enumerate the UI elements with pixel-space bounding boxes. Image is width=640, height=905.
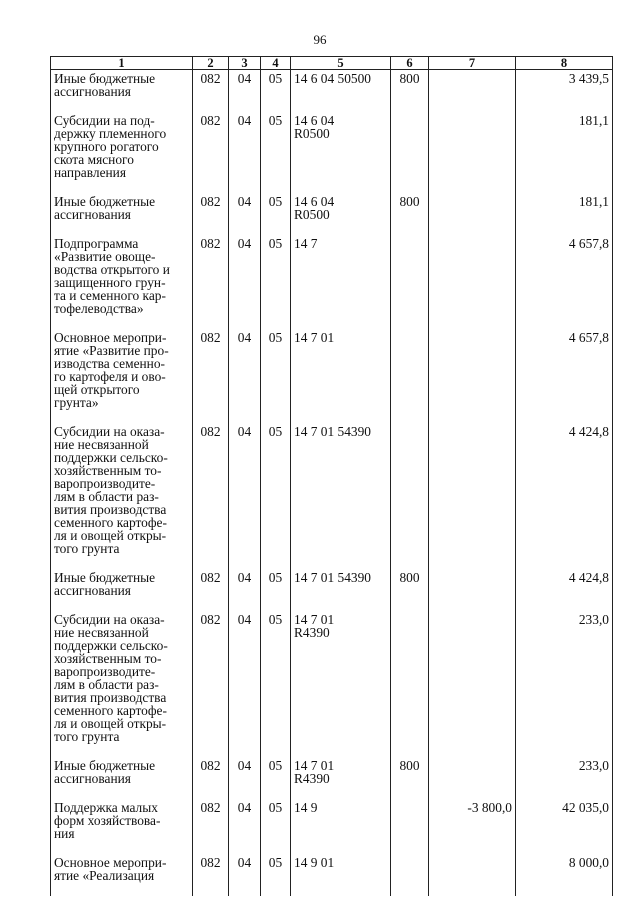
section-code: 04	[229, 329, 261, 423]
expense-type-code: 800	[391, 193, 429, 235]
page-number: 96	[313, 32, 327, 47]
amount-total: 233,0	[516, 611, 613, 757]
amount-change	[429, 854, 516, 896]
ministry-code: 082	[193, 112, 229, 193]
amount-change	[429, 235, 516, 329]
item-name: Субсидии на оказа- ние несвязанной поддержки сельско- хозяйственным то- варопроизводите- лям в области раз- вития производства семенного картофе- ля и овощей откры- того грунта	[51, 423, 193, 569]
section-code: 04	[229, 235, 261, 329]
target-article-code: 14 7 01 R4390	[291, 757, 391, 799]
subsection-code: 05	[261, 569, 291, 611]
table-row	[51, 611, 613, 757]
table-header-row	[51, 57, 613, 70]
table-body	[51, 70, 613, 897]
ministry-code: 082	[193, 235, 229, 329]
amount-change	[429, 757, 516, 799]
expense-type-code: 800	[391, 569, 429, 611]
table-row	[51, 757, 613, 799]
subsection-code: 05	[261, 854, 291, 896]
section-code: 04	[229, 569, 261, 611]
item-name: Иные бюджетные ассигнования	[51, 193, 193, 235]
column-header: 7	[429, 57, 516, 70]
column-header: 8	[516, 57, 613, 70]
target-article-code: 14 7 01 54390	[291, 569, 391, 611]
subsection-code: 05	[261, 423, 291, 569]
section-code: 04	[229, 611, 261, 757]
amount-change	[429, 70, 516, 113]
expense-type-code	[391, 329, 429, 423]
table-row	[51, 799, 613, 854]
column-header: 3	[229, 57, 261, 70]
ministry-code: 082	[193, 611, 229, 757]
section-code: 04	[229, 854, 261, 896]
section-code: 04	[229, 799, 261, 854]
target-article-code: 14 7	[291, 235, 391, 329]
amount-total: 3 439,5	[516, 70, 613, 113]
item-name: Субсидии на оказа- ние несвязанной поддержки сельско- хозяйственным то- варопроизводите- лям в области раз- вития производства семенного картофе- ля и овощей откры- того грунта	[51, 611, 193, 757]
amount-change	[429, 569, 516, 611]
item-name: Иные бюджетные ассигнования	[51, 757, 193, 799]
section-code: 04	[229, 757, 261, 799]
expense-type-code: 800	[391, 757, 429, 799]
table-row	[51, 423, 613, 569]
ministry-code: 082	[193, 70, 229, 113]
amount-change	[429, 329, 516, 423]
ministry-code: 082	[193, 569, 229, 611]
column-header: 6	[391, 57, 429, 70]
section-code: 04	[229, 70, 261, 113]
table-row	[51, 329, 613, 423]
amount-total: 233,0	[516, 757, 613, 799]
amount-total: 4 657,8	[516, 235, 613, 329]
table-row	[51, 235, 613, 329]
target-article-code: 14 7 01	[291, 329, 391, 423]
subsection-code: 05	[261, 757, 291, 799]
subsection-code: 05	[261, 112, 291, 193]
item-name: Основное меропри- ятие «Развитие про- изводства семенно- го картофеля и ово- щей открытого грунта»	[51, 329, 193, 423]
target-article-code: 14 7 01 54390	[291, 423, 391, 569]
subsection-code: 05	[261, 70, 291, 113]
amount-total: 8 000,0	[516, 854, 613, 896]
expense-type-code: 800	[391, 70, 429, 113]
target-article-code: 14 9	[291, 799, 391, 854]
budget-table	[50, 56, 613, 896]
ministry-code: 082	[193, 193, 229, 235]
amount-total: 181,1	[516, 112, 613, 193]
amount-total: 4 657,8	[516, 329, 613, 423]
item-name: Субсидии на под- держку племенного крупного рогатого скота мясного направления	[51, 112, 193, 193]
table-row	[51, 70, 613, 113]
expense-type-code	[391, 112, 429, 193]
expense-type-code	[391, 235, 429, 329]
amount-change	[429, 112, 516, 193]
section-code: 04	[229, 193, 261, 235]
amount-change	[429, 611, 516, 757]
amount-total: 4 424,8	[516, 423, 613, 569]
table-row	[51, 193, 613, 235]
item-name: Иные бюджетные ассигнования	[51, 70, 193, 113]
section-code: 04	[229, 423, 261, 569]
section-code: 04	[229, 112, 261, 193]
ministry-code: 082	[193, 854, 229, 896]
target-article-code: 14 6 04 R0500	[291, 112, 391, 193]
target-article-code: 14 6 04 R0500	[291, 193, 391, 235]
table-row	[51, 854, 613, 896]
ministry-code: 082	[193, 423, 229, 569]
target-article-code: 14 6 04 50500	[291, 70, 391, 113]
column-header: 4	[261, 57, 291, 70]
table-row	[51, 112, 613, 193]
ministry-code: 082	[193, 757, 229, 799]
ministry-code: 082	[193, 329, 229, 423]
item-name: Поддержка малых форм хозяйствова- ния	[51, 799, 193, 854]
expense-type-code	[391, 799, 429, 854]
column-header: 2	[193, 57, 229, 70]
table-row	[51, 569, 613, 611]
amount-change: -3 800,0	[429, 799, 516, 854]
column-header: 1	[51, 57, 193, 70]
item-name: Основное меропри- ятие «Реализация	[51, 854, 193, 896]
amount-total: 4 424,8	[516, 569, 613, 611]
item-name: Иные бюджетные ассигнования	[51, 569, 193, 611]
item-name: Подпрограмма «Развитие овоще- водства открытого и защищенного грун- та и семенного кар- тофелеводства»	[51, 235, 193, 329]
subsection-code: 05	[261, 193, 291, 235]
ministry-code: 082	[193, 799, 229, 854]
subsection-code: 05	[261, 799, 291, 854]
column-header: 5	[291, 57, 391, 70]
subsection-code: 05	[261, 611, 291, 757]
amount-change	[429, 423, 516, 569]
subsection-code: 05	[261, 235, 291, 329]
amount-change	[429, 193, 516, 235]
target-article-code: 14 9 01	[291, 854, 391, 896]
expense-type-code	[391, 423, 429, 569]
target-article-code: 14 7 01 R4390	[291, 611, 391, 757]
subsection-code: 05	[261, 329, 291, 423]
expense-type-code	[391, 611, 429, 757]
amount-total: 181,1	[516, 193, 613, 235]
expense-type-code	[391, 854, 429, 896]
amount-total: 42 035,0	[516, 799, 613, 854]
